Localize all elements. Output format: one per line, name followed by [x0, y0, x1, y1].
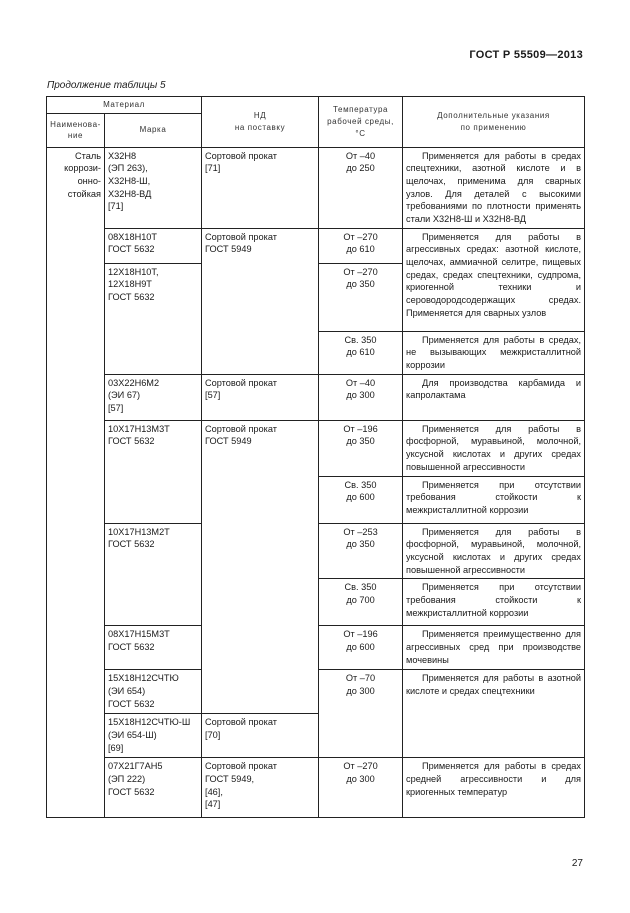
cell-line: 15Х18Н12СЧТЮ: [108, 673, 179, 684]
header-name: [47, 113, 105, 147]
cell-line: 15Х18Н12СЧТЮ-Ш: [108, 717, 191, 728]
cell-line: От –196: [343, 629, 378, 640]
cell-line: От –270: [343, 231, 378, 242]
temp-cell: [319, 758, 403, 818]
cell-line: [57]: [205, 390, 221, 401]
cell-line: Х32Н8-Ш,: [108, 175, 151, 186]
temp-cell: [319, 579, 403, 626]
mark-cell: [105, 523, 202, 626]
header-material: Материал: [47, 97, 202, 114]
cell-line: ГОСТ 5632: [108, 244, 155, 255]
notes-cell: Применяется для работы в средах, не вызывающих межкристаллитной коррозии: [403, 331, 585, 374]
cell-line: Сталь: [75, 150, 101, 161]
cell-line: Температура: [332, 105, 389, 115]
cell-line: Х32Н8: [108, 150, 137, 161]
cell-line: [57]: [108, 403, 124, 414]
cell-line: Сортовой прокат: [205, 423, 277, 434]
notes-cell: Применяется при отсутствии требования стойкости к межкристаллитной коррозии: [403, 476, 585, 523]
cell-line: коррози-: [64, 163, 101, 174]
cell-line: по применению: [460, 122, 527, 132]
notes-cell: Применяется для работы в средах спецтехники, азотной кислоте и в щелочах, применима для сварных узлов. Для деталей с высокими требованиями по плотности применять стали Х32Н8-Ш и Х32Н8-ВД: [403, 147, 585, 228]
temp-cell: [319, 263, 403, 331]
header-mark: Марка: [105, 113, 202, 147]
mark-cell: [105, 626, 202, 670]
cell-line: От –270: [343, 266, 378, 277]
mark-cell: [105, 420, 202, 523]
page-number: 27: [571, 858, 583, 869]
cell-line: 10Х17Н13М2Т: [108, 526, 170, 537]
cell-line: От –40: [345, 150, 376, 161]
cell-line: ГОСТ 5632: [108, 539, 155, 550]
temp-cell: [319, 420, 403, 476]
mark-cell: [105, 758, 202, 818]
cell-line: Х32Н8-ВД: [108, 188, 152, 199]
cell-line: Дополнительные указания: [437, 111, 550, 121]
cell-line: [70]: [205, 729, 221, 740]
notes-cell: Применяется для работы в азотной кислоте и средах спецтехники: [403, 670, 585, 758]
header-notes: [403, 97, 585, 148]
cell-line: стойкая: [67, 188, 101, 199]
table-caption: Продолжение таблицы 5: [47, 80, 166, 91]
cell-line: (ЭИ 654): [108, 685, 146, 696]
cell-line: ГОСТ 5949,: [205, 773, 255, 784]
mark-cell: [105, 228, 202, 263]
cell-line: (ЭИ 67): [108, 390, 141, 401]
cell-line: [71]: [108, 201, 124, 212]
cell-line: 10Х17Н13М3Т: [108, 423, 170, 434]
mark-cell: [105, 263, 202, 374]
cell-line: до 610: [346, 347, 375, 358]
cell-line: 12Х18Н10Т,: [108, 266, 159, 277]
cell-line: От –196: [343, 423, 378, 434]
temp-cell: [319, 331, 403, 374]
notes-cell: Применяется для работы в агрессивных средах: азотной кислоте, щелочах, аммиачной селитре, пищевых средах, средах спецтехники, судпрома, криогенной техники и сероводородсодержащих средах. Применяется для сварных узлов: [403, 228, 585, 331]
cell-line: ГОСТ 5949: [205, 244, 252, 255]
cell-line: до 600: [346, 641, 375, 652]
nd-cell: [202, 714, 319, 758]
cell-line: [47]: [205, 799, 221, 810]
cell-line: [46],: [205, 786, 223, 797]
cell-line: ГОСТ 5632: [108, 786, 155, 797]
cell-line: рабочей среды,: [327, 117, 394, 126]
document-id: ГОСТ Р 55509—2013: [469, 49, 583, 61]
cell-line: От –270: [343, 761, 378, 772]
cell-line: ГОСТ 5632: [108, 698, 155, 709]
cell-line: Св. 350: [344, 479, 377, 490]
cell-line: ГОСТ 5632: [108, 436, 155, 447]
cell-line: (ЭП 222): [108, 773, 146, 784]
temp-cell: [319, 523, 403, 579]
cell-line: От –253: [343, 526, 378, 537]
cell-line: 03Х22Н6М2: [108, 377, 160, 388]
cell-line: Сортовой прокат: [205, 150, 277, 161]
temp-cell: [319, 147, 403, 228]
temp-cell: [319, 476, 403, 523]
cell-line: до 610: [346, 244, 375, 255]
cell-line: Сортовой прокат: [205, 377, 277, 388]
cell-line: (ЭП 263),: [108, 163, 148, 174]
cell-line: 12Х18Н9Т: [108, 279, 152, 290]
nd-cell: [202, 374, 319, 420]
header-nd: [202, 97, 319, 148]
nd-cell: [202, 228, 319, 374]
cell-line: Сортовой прокат: [205, 231, 277, 242]
cell-line: 08Х18Н10Т: [108, 231, 158, 242]
cell-line: до 350: [346, 436, 375, 447]
notes-cell: Применяется при отсутствии требования стойкости к межкристаллитной коррозии: [403, 579, 585, 626]
cell-line: [69]: [108, 742, 124, 753]
notes-cell: Применяется для работы в фосфорной, муравьиной, молочной, уксусной кислотах и других средах повышенной агрессивности: [403, 420, 585, 476]
mark-cell: [105, 714, 202, 758]
nd-cell: [202, 420, 319, 714]
temp-cell: [319, 374, 403, 420]
mark-cell: [105, 147, 202, 228]
header-temperature: [319, 97, 403, 148]
temp-cell: [319, 626, 403, 670]
cell-line: 07Х21Г7АН5: [108, 761, 163, 772]
temp-cell: [319, 228, 403, 263]
cell-line: до 300: [346, 685, 375, 696]
cell-line: (ЭИ 654-Ш): [108, 729, 157, 740]
notes-cell: Для производства карбамида и капролактама: [403, 374, 585, 420]
notes-cell: Применяется преимущественно для агрессивных сред при производстве мочевины: [403, 626, 585, 670]
cell-line: на поставку: [234, 122, 286, 132]
cell-line: Св. 350: [344, 582, 377, 593]
cell-line: до 700: [346, 594, 375, 605]
cell-line: От –40: [345, 377, 376, 388]
cell-line: ГОСТ 5632: [108, 292, 155, 303]
notes-cell: Применяется для работы в фосфорной, муравьиной, молочной, уксусной кислотах и других средах повышенной агрессивности: [403, 523, 585, 579]
cell-line: ние: [67, 131, 84, 141]
cell-line: до 300: [346, 390, 375, 401]
cell-line: [71]: [205, 163, 221, 174]
cell-line: Наименова-: [50, 119, 101, 129]
cell-line: до 300: [346, 773, 375, 784]
cell-line: Св. 350: [344, 334, 377, 345]
cell-line: От –70: [345, 673, 376, 684]
nd-cell: [202, 147, 319, 228]
materials-table: [46, 96, 585, 818]
nd-cell: [202, 758, 319, 818]
cell-line: до 250: [346, 163, 375, 174]
cell-line: до 600: [346, 492, 375, 503]
cell-line: до 350: [346, 539, 375, 550]
cell-line: ГОСТ 5949: [205, 436, 252, 447]
mark-cell: [105, 670, 202, 714]
mark-cell: [105, 374, 202, 420]
material-name-cell: [47, 147, 105, 818]
cell-line: до 350: [346, 279, 375, 290]
cell-line: Сортовой прокат: [205, 717, 277, 728]
cell-line: онно-: [77, 175, 101, 186]
cell-line: 08Х17Н15М3Т: [108, 629, 170, 640]
cell-line: °С: [355, 128, 366, 138]
notes-cell: Применяется для работы в средах средней агрессивности и для криогенных температур: [403, 758, 585, 818]
temp-cell: [319, 670, 403, 758]
cell-line: Сортовой прокат: [205, 761, 277, 772]
cell-line: ГОСТ 5632: [108, 641, 155, 652]
cell-line: НД: [253, 111, 267, 121]
